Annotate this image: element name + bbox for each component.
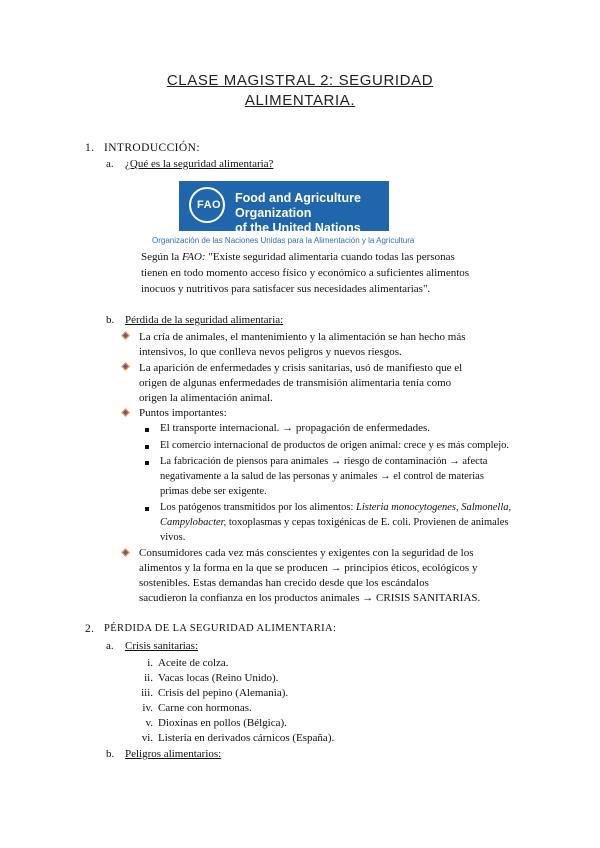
section1-heading: INTRODUCCIÓN: bbox=[104, 142, 200, 154]
sub-bullet1: El transporte internacional. → propagación de enfermedades. bbox=[160, 422, 430, 434]
bullet4-line1: Consumidores cada vez más conscientes y exigentes con la seguridad de los bbox=[139, 547, 474, 559]
crisis-item-num: v. bbox=[145, 717, 153, 729]
section2-a-title: Crisis sanitarias: bbox=[125, 640, 199, 652]
crisis-item-num: vi. bbox=[141, 732, 153, 744]
diamond-bullet-icon bbox=[121, 548, 130, 557]
sub-bullet4-line3: vivos. bbox=[160, 532, 186, 543]
square-bullet-icon bbox=[145, 507, 149, 511]
fao-name: Food and Agriculture Organization of the United Nations bbox=[235, 191, 361, 235]
section1-a-title: ¿Qué es la seguridad alimentaria? bbox=[125, 158, 274, 170]
diamond-bullet-icon bbox=[121, 362, 130, 371]
crisis-item-num: iv. bbox=[142, 702, 153, 714]
section2-b-title: Peligros alimentarios: bbox=[125, 748, 222, 760]
bullet3: Puntos importantes: bbox=[139, 407, 227, 419]
section1-number: 1. bbox=[85, 142, 95, 154]
crisis-item: Dioxinas en pollos (Bélgica). bbox=[158, 717, 287, 729]
crisis-item: Vacas locas (Reino Unido). bbox=[158, 672, 279, 684]
fao-quote-line2: tienen en todo momento acceso físico y económico a suficientes alimentos bbox=[141, 267, 470, 279]
section2-heading: PÉRDIDA DE LA SEGURIDAD ALIMENTARIA: bbox=[104, 623, 337, 634]
bullet4-line4: sacudieron la confianza en los productos animales → CRISIS SANITARIAS. bbox=[139, 592, 481, 604]
fao-caption: Organización de las Naciones Unidas para la Alimentación y la Agricultura bbox=[152, 236, 415, 245]
sub-bullet3-line3: primas debe ser exigente. bbox=[160, 486, 267, 497]
section2-number: 2. bbox=[85, 623, 95, 635]
bullet4-line3: sostenibles. Estas demandas han crecido desde que los escándalos bbox=[139, 577, 429, 589]
bullet1-line1: La cría de animales, el mantenimiento y la alimentación se han hecho más bbox=[139, 331, 466, 343]
document-title-line1: CLASE MAGISTRAL 2: SEGURIDAD bbox=[166, 72, 434, 89]
crisis-item: Carne con hormonas. bbox=[158, 702, 252, 714]
section1-a-marker: a. bbox=[106, 158, 114, 170]
crisis-item: Aceite de colza. bbox=[158, 657, 229, 669]
sub-bullet4-line2: Campylobacter, toxoplasmas y cepas toxigénicas de E. coli. Provienen de animales bbox=[160, 517, 509, 528]
square-bullet-icon bbox=[145, 428, 149, 432]
sub-bullet2: El comercio internacional de productos de origen animal: crece y es más complejo. bbox=[160, 440, 509, 451]
crisis-item-num: i. bbox=[147, 657, 153, 669]
diamond-bullet-icon bbox=[121, 408, 130, 417]
sub-bullet3-line2: negativamente a la salud de las personas y animales → el control de materias bbox=[160, 471, 484, 482]
fao-quote-line3: inocuos y nutritivos para satisfacer sus necesidades alimentarias". bbox=[141, 283, 431, 295]
bullet2-line3: origen la alimentación animal. bbox=[139, 392, 273, 404]
crisis-item: Crisis del pepino (Alemania). bbox=[158, 687, 289, 699]
crisis-item-num: ii. bbox=[144, 672, 153, 684]
square-bullet-icon bbox=[145, 461, 149, 465]
section1-b-marker: b. bbox=[106, 314, 115, 326]
section1-b-title: Pérdida de la seguridad alimentaria: bbox=[125, 314, 284, 326]
fao-emblem-icon: FAO bbox=[189, 187, 225, 223]
bullet4-line2: alimentos y la forma en la que se producen → principios éticos, ecológicos y bbox=[139, 562, 478, 574]
crisis-item: Listeria en derivados cárnicos (España). bbox=[158, 732, 335, 744]
square-bullet-icon bbox=[145, 445, 149, 449]
bullet1-line2: intensivos, lo que conlleva nevos peligros y nuevos riesgos. bbox=[139, 346, 402, 358]
section2-b-marker: b. bbox=[106, 748, 115, 760]
fao-quote-line1: Según la FAO: "Existe seguridad alimentaria cuando todas las personas bbox=[141, 251, 455, 263]
bullet2-line2: origen de algunas enfermedades de transmisión alimentaria tenía como bbox=[139, 377, 452, 389]
section2-a-marker: a. bbox=[106, 640, 114, 652]
bullet2-line1: La aparición de enfermedades y crisis sanitarias, usó de manifiesto que el bbox=[139, 362, 463, 374]
crisis-item-num: iii. bbox=[141, 687, 153, 699]
fao-logo-banner bbox=[179, 181, 389, 235]
sub-bullet4-line1: Los patógenos transmitidos por los alimentos: Listeria monocytogenes, Salmonella, bbox=[160, 502, 512, 513]
document-title-line2: ALIMENTARIA. bbox=[244, 92, 356, 109]
diamond-bullet-icon bbox=[121, 331, 130, 340]
sub-bullet3-line1: La fabricación de piensos para animales → riesgo de contaminación → afecta bbox=[160, 456, 488, 467]
